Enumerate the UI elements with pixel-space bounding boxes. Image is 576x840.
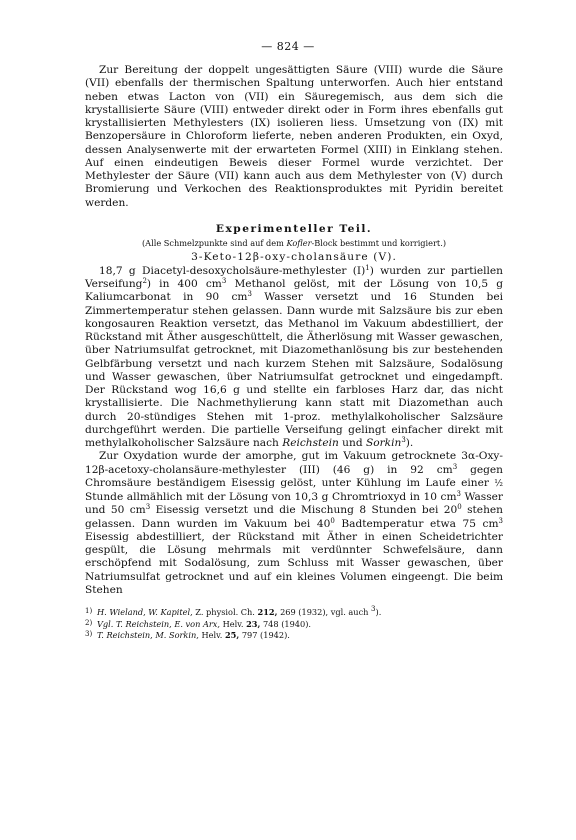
footnote-ref: 3 bbox=[401, 436, 406, 444]
footnote-authors: H. Wieland, W. Kapitel, bbox=[97, 607, 193, 617]
footnotes bbox=[85, 607, 503, 642]
exponent: 3 bbox=[452, 462, 458, 471]
text-run: 18,7 g Diacetyl-desoxycholsäure-methylester (I) bbox=[99, 264, 366, 277]
text-run: Methanol gelöst, mit der Lösung von 10,5 g Kaliumcarbonat in 90 cm bbox=[85, 278, 503, 304]
footnote-mark: 1) bbox=[85, 607, 93, 615]
exponent: 3 bbox=[221, 277, 227, 285]
degree-mark: 0 bbox=[330, 516, 335, 525]
footnote-volume: 25, bbox=[224, 630, 240, 640]
text-run: Eisessig versetzt und die Mischung 8 Stunden bei 20 bbox=[150, 504, 458, 517]
exponent: 3 bbox=[456, 490, 461, 498]
author-name: Reichstein bbox=[282, 437, 339, 449]
footnote-volume: 212, bbox=[257, 607, 278, 617]
section-note bbox=[85, 238, 503, 249]
exponent: 3 bbox=[247, 290, 252, 299]
text-run: ). bbox=[375, 607, 382, 617]
footnote-ref: 2 bbox=[142, 277, 147, 285]
text-run: ) in 400 cm bbox=[146, 278, 222, 290]
exponent: 3 bbox=[145, 503, 151, 512]
fraction: ½ bbox=[494, 478, 503, 489]
page-number: — 824 — bbox=[261, 40, 315, 53]
page-body bbox=[85, 64, 503, 642]
section-note-name: Kofler bbox=[286, 237, 312, 248]
footnote-mark: 2) bbox=[85, 618, 93, 627]
text-run: Stunde allmählich mit der Lösung von 10,3 g Chromtrioxyd in 10 cm bbox=[85, 491, 457, 503]
text-run: Eisessig abdestilliert, der Rückstand mit Äther in einen Scheidetrichter gespült, die Lösung mehrmals mit verdünnter Schwefelsäure, dann erschöpfend mit Sodalösung, zum Schluss mit Wasser gewaschen, über Natriumsulfat getrocknet und auf ein kleines Volumen eingeengt. Die beim Stehen bbox=[85, 530, 503, 596]
text-run: stehen gelassen. Dann wurden im Vakuum bei 40 bbox=[85, 504, 503, 530]
degree-mark: 0 bbox=[457, 503, 462, 512]
text-run: Helv. bbox=[198, 630, 225, 640]
footnote-volume: 23, bbox=[246, 618, 261, 629]
text-run: Helv. bbox=[220, 618, 247, 629]
section-note-pre: (Alle Schmelzpunkte sind auf dem bbox=[141, 237, 287, 248]
footnote-3 bbox=[85, 630, 503, 642]
footnote-ref: 3 bbox=[371, 605, 376, 613]
author-name: Sorkin bbox=[365, 437, 402, 449]
text-run: Wasser versetzt und 16 Stunden bei Zimmertemperatur stehen gelassen. Dann wurde mit Salzsäure bis zur eben kongosauren Reaktion versetzt, das Methanol im Vakuum abdestilliert, der Rückstand mit Äther ausgeschüttelt, die Ätherlösung mit Wasser gewaschen, über Natriumsulfat getrocknet, mit Diazomethanlösung bis zur bestehenden Gelbfärbung versetzt und nach kurzem Stehen mit Salzsäure, Sodalösung und Wasser gewaschen, über Natriumsulfat getrocknet und eingedampft. Der Rückstand wog 16,6 g und stellte ein farbloses Harz dar, das nicht krystallisierte. Die Nachmethylierung kann statt mit Diazomethan auch durch 20-stündiges Stehen mit 1-proz. methylalkoholischer Salzsäure durchgeführt werden. Die partielle Verseifung gelingt einfacher direkt mit methylalkoholischer Salzsäure nach bbox=[85, 291, 503, 449]
subsection-heading: 3-Keto-12β-oxy-cholansäure (V). bbox=[191, 250, 397, 263]
section-note-post: -Block bestimmt und korrigiert.) bbox=[311, 237, 447, 248]
paragraph-intro: Zur Bereitung der doppelt ungesättigten Säure (VIII) wurde die Säure (VII) ebenfalls der thermischen Spaltung unterworfen. Auch hier entstand neben etwas Lacton von (VII) ein Säuregemisch, aus dem sich die krystallisierte Säure (VIII) entweder direkt oder in Form ihres ebenfalls gut krystallisierten Methylesters (IX) isolieren liess. Umsetzung von (IX) mit Benzopersäure in Chloroform lieferte, neben anderen Produkten, ein Oxyd, dessen Analysenwerte mit der erwarteten Formel (XIII) in Einklang stehen. Auf einen eindeutigen Beweis dieser Formel wurde verzichtet. Der Methylester der Säure (VII) kann auch aus dem Methylester von (V) durch Bromierung und Verkochen des Reaktionsproduktes mit Pyridin bereitet werden. bbox=[85, 64, 503, 209]
text-run: ) wurden zur partiellen Verseifung bbox=[85, 264, 504, 290]
text-run: 269 (1932), vgl. auch bbox=[277, 607, 372, 617]
exponent: 3 bbox=[498, 516, 503, 525]
text-run: Badtemperatur etwa 75 cm bbox=[334, 517, 499, 530]
text-run: und bbox=[338, 437, 366, 449]
footnote-1 bbox=[85, 607, 503, 619]
footnote-2 bbox=[85, 619, 503, 631]
footnote-ref: 1 bbox=[365, 263, 370, 272]
text-run: 797 (1942). bbox=[239, 630, 290, 640]
text-run: 748 (1940). bbox=[260, 618, 312, 629]
footnote-authors: Vgl. T. Reichstein, E. von Arx, bbox=[97, 618, 221, 629]
text-run: Wasser und 50 cm bbox=[85, 491, 503, 517]
paragraph-verseifung bbox=[85, 265, 503, 451]
text-run: Zur Oxydation wurde der amorphe, gut im Vakuum getrocknete 3α-Oxy-12β-acetoxy-cholansäure-methylester (III) (46 g) in 92 cm bbox=[85, 450, 503, 476]
section-heading: Experimenteller Teil. bbox=[215, 222, 373, 235]
paragraph-oxydation bbox=[85, 450, 503, 597]
text-run: gegen Chromsäure beständigem Eisessig gelöst, unter Kühlung im Laufe einer bbox=[85, 463, 504, 489]
text-run: ). bbox=[405, 437, 414, 449]
footnote-mark: 3) bbox=[85, 630, 93, 638]
footnote-authors: T. Reichstein, M. Sorkin, bbox=[97, 630, 199, 640]
text-run: Z. physiol. Ch. bbox=[192, 607, 258, 617]
